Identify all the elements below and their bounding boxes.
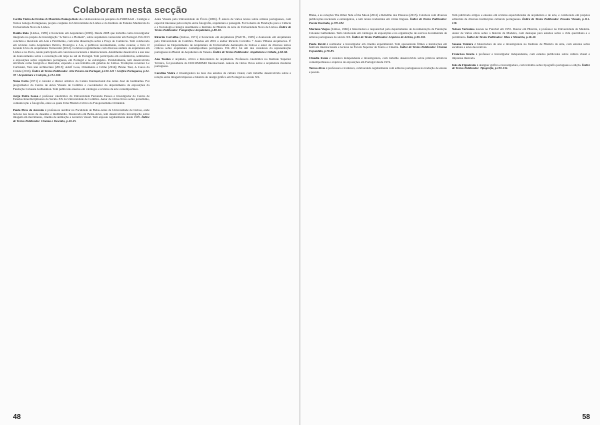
contributor-name: Paula Pires de Azevedo: [13, 107, 44, 112]
contributor-entry: [13, 95, 150, 106]
contributor-bio: é professor e investigador independente, com estudos publicados sobre cultura visual e imprensa ilustrada.: [452, 52, 590, 60]
contributor-bio: é professora e tradutora, colaborando regularmente com editoras portuguesas na tradução de ensaio e poesia.: [309, 66, 447, 74]
contributor-bio: é investigadora na área dos estudos de cultura visual, com trabalho desenvolvido sobre a relação entre imagem impressa e história do design gráfico em Portugal no século XX.: [154, 71, 292, 79]
published-texts-index: Índice de Textos Publicados: Fotografia e Arquitetura, p.88-92.: [154, 24, 291, 33]
contributor-bio: é professor catedrático da Universidade Fernando Pessoa e investigador do Centro de Estudos Interdisciplinares do Século XX da Universidade de Coimbra. Autor de vários livros sobre jornalismo, comunicação e fotografia, entre os quais Uma História Crítica do Fotojornalismo Ocidental.: [13, 93, 150, 105]
contributor-name: Susana Ventura: [452, 41, 474, 46]
published-texts-index: Índice de Textos Publicados: Arte Povera em Portugal, p.120-122 • Gráfica Portuguesa, p.34-35 • Arquitetura e Coleção, p.154-160.: [13, 68, 150, 77]
contributor-entry: [155, 18, 292, 33]
contributor-entry: [452, 14, 590, 25]
contributor-entry: [452, 64, 590, 72]
contributor-entry: [309, 67, 447, 75]
contributor-bio: é realizador e investigador em cinema experimental. Tem apresentado filmes e instalações em festivais internacionais e leciona na Escola Superior de Teatro e Cinema.: [309, 41, 448, 50]
contributor-entry: [13, 80, 150, 91]
text-column: [155, 18, 292, 127]
contributor-name: Ana Tostões: [154, 56, 171, 61]
published-texts-index: Índice de Textos Publicados: Cinema e Desenho, p.40-45.: [13, 115, 150, 123]
contributor-bio: Artes Visuais pela Universidade de Évora (2006). É autora de vários textos sobre artistas portugueses, com especial interesse pela relação entre fotografia, arquitetura e paisagem. Foi bolseira da Fundação para a Ciência e a Tecnologia e integra atualmente o Instituto de História da Arte da Universidade Nova de Lisboa.: [154, 17, 291, 29]
contributor-bio: (Lisboa, 1966) é historiadora e responsável pelo departamento de documentação da Fundação Calouste Gulbenkian. Tem colaborado em catálogos de exposições e na organização de acervos documentais de artistas portugueses do século XX.: [309, 27, 447, 39]
left-page-columns: [13, 18, 291, 127]
contributor-bio: Tem publicado artigos e ensaios em revistas especializadas de arquitetura e de arte, e colaborado em projetos editoriais de diversas instituições culturais portuguesas.: [452, 13, 590, 21]
contributor-entry: [309, 28, 447, 39]
published-texts-index: Índice de Textos Publicados: Cinema Expandido, p.78-85.: [309, 45, 448, 53]
contributor-bio: é arquiteta, crítica e historiadora de arquitetura. Professora catedrática no Instituto Superior Técnico, foi presidente do DOCOMOMO Internacional. Autora de vários livros sobre a arquitetura moderna portuguesa.: [154, 56, 291, 69]
contributor-entry: [309, 57, 447, 65]
contributor-entry: [155, 58, 292, 69]
contributor-name: Nelson Veríssimo: [452, 27, 475, 32]
contributor-entry: [155, 36, 292, 55]
text-column: [13, 18, 150, 127]
right-page: [301, 0, 600, 425]
contributor-name: Francisco Inácio: [452, 52, 475, 56]
text-column: [309, 14, 447, 78]
contributor-bio: são colaboradores na pesquisa do PORTAGO - Cantigas e Textos Galego-Portugueses, projeto conjunto da Universidade de Lisboa e do Instituto de Estudos Medievais da Universidade Nova de Lisboa.: [13, 17, 150, 29]
contributor-name: Paulo Ravid: [309, 41, 326, 46]
page-number-right: 58: [582, 414, 590, 421]
published-texts-index: Índice de Textos Publicados: Arquitetura e Cidade, p.60-66.: [213, 50, 288, 54]
contributor-entry: [452, 53, 590, 61]
contributor-name: Mariana Viegas: [309, 27, 330, 32]
text-column: [452, 14, 590, 78]
contributor-bio: nasceu no Funchal em 1955. Doutor em História, é professor na Universidade da Madeira. Autor de várias obras sobre a história da Madeira, com destaque para estudos sobre a vida quotidiana e o património.: [452, 27, 591, 39]
contributor-name: Cláudia Fonte: [309, 55, 329, 60]
right-page-columns: [309, 14, 590, 78]
left-page: [0, 0, 299, 425]
contributor-entry: [309, 14, 447, 25]
contributor-entry: [452, 43, 590, 51]
contributor-entry: [13, 109, 150, 124]
contributor-bio: (Lisboa, 1985) é licenciado em Arquitetura (2009). Desde 2008 que trabalha como investigador integrado no projeto de investigação "A Terra e o Homem", sobre arquitetura vernacular em Portugal. Em 2013 concluiu o mestrado em Arte e Património, com uma dissertação sobre a Praça do Comércio. Tem colaborado em revistas como Arquitetura Ibérica, Prototypo e J-A, e publicou recentemente, como coautor, o livro O Grande Livro da Arquitetura Vernacular (2012). Colabora regularmente com diversos ateliers de arquitetura em Lisboa e no Porto, tendo participado em concursos nacionais e internacionais. Atualmente desenvolve a sua tese de doutoramento sobre a construção em taipa no sul de Portugal. Tem participado em conferências, seminários e exposições sobre arquitetura portuguesa, em Portugal e no estrangeiro. Paralelamente, tem desenvolvido atividade como fotógrafo e ilustrador, expondo o seu trabalho em galerias de Lisboa. Traduções recentes: Le Corbusier, Vers une architecture (2013); Adolf Loos, Ornamento e Crime (2014); Bruno Taut, A Coroa da Cidade (2016).: [13, 31, 150, 73]
contributor-entry: [13, 32, 150, 77]
contributor-entry: [13, 18, 150, 29]
published-texts-index: Índice de Textos Publicados: Tipografia, p.130-134.: [452, 62, 591, 71]
contributor-name: Jorge Pedro Sousa: [13, 93, 39, 98]
published-texts-index: Índice de Textos Publicados: Poesia Ilustrada, p.170-182.: [309, 16, 448, 25]
published-texts-index: Índice de Textos Publicados: Arquivos de Artista, p.96-102.: [352, 34, 426, 39]
contributor-bio: é professora auxiliar na Faculdade de Belas-Artes da Universidade de Lisboa, onde leciona nas áreas de desenho e multimédia. Doutorada em Belas-Artes, tem desenvolvido investigação sobre imagem em movimento, cinema de animação e narrativa visual. Tem exposto regularmente desde 1995.: [13, 107, 150, 120]
published-texts-index: Índice de Textos Publicados: Ilhas e Memória, p.46-49.: [466, 34, 537, 39]
section-heading-band: [13, 4, 291, 16]
contributor-bio: Blake, e as coleções The Other Side of the Moon (2012) e Rebelião dos Pássaros (2015). Colabora com diversas publicações nacionais e estrangeiras, e tem textos traduzidos em várias línguas.: [309, 13, 447, 21]
contributor-name: Teresa Alves: [309, 66, 326, 71]
contributor-bio: é historiadora de arte e investigadora no Instituto de História da Arte, com estudos sobre escultura e artes decorativas.: [452, 41, 591, 50]
contributor-bio: (Lisboa, 1971) é licenciado em Arquitetura (FAUTL, 1995) e doutorado em Arquitetura pela Universidade de Coimbra. Fundou em 2001 o atelier Ricardo Carvalho + Joana Vilhena Arquitectos. É professor no Departamento de Arquitetura da Universidade Autónoma de Lisboa e autor de diversos textos críticos sobre arquitetura contemporânea portuguesa. Em 2011 foi um dos curadores da representação portuguesa na Bienal de Arquitetura de Veneza.: [154, 35, 291, 54]
section-heading: Colaboram nesta secção: [73, 4, 188, 16]
contributor-entry: [155, 72, 292, 80]
contributor-bio: (1971) é curador e diretor artístico do Centro Internacional das Artes José de Guimarães. Foi programador do Centro de Artes Visuais de Coimbra e coordenador do departamento de exposições da Fundação Calouste Gulbenkian. Tem publicado ensaios em catálogos e revistas de arte contemporânea.: [13, 79, 150, 91]
contributor-name: Ricardo Carvalho: [154, 35, 179, 39]
page-number-left: 48: [13, 414, 21, 421]
contributor-entry: [309, 43, 447, 54]
contributor-name: Nuno Faria: [13, 79, 29, 84]
contributor-entry: [452, 28, 590, 39]
contributor-name: Inês de Figueiredo: [452, 62, 477, 67]
contributor-bio: é designer gráfica e investigadora, com trabalho sobre tipografia portuguesa e edição.: [476, 62, 582, 67]
contributor-name: Carolina Vieira: [154, 71, 176, 75]
contributor-bio: é curadora independente e investigadora, com trabalho desenvolvido sobre práticas artísticas contemporâneas e arquivos de exposições em Portugal desde 1974.: [309, 55, 447, 64]
published-texts-index: Índice de Textos Publicados: Ensaios Visuais, p.114-118.: [452, 16, 590, 25]
contributor-name: Cecília Vieira de Freitas & Maurício Pantoja Reis: [13, 17, 78, 21]
contributor-name: Danilo Rolo: [13, 31, 29, 36]
